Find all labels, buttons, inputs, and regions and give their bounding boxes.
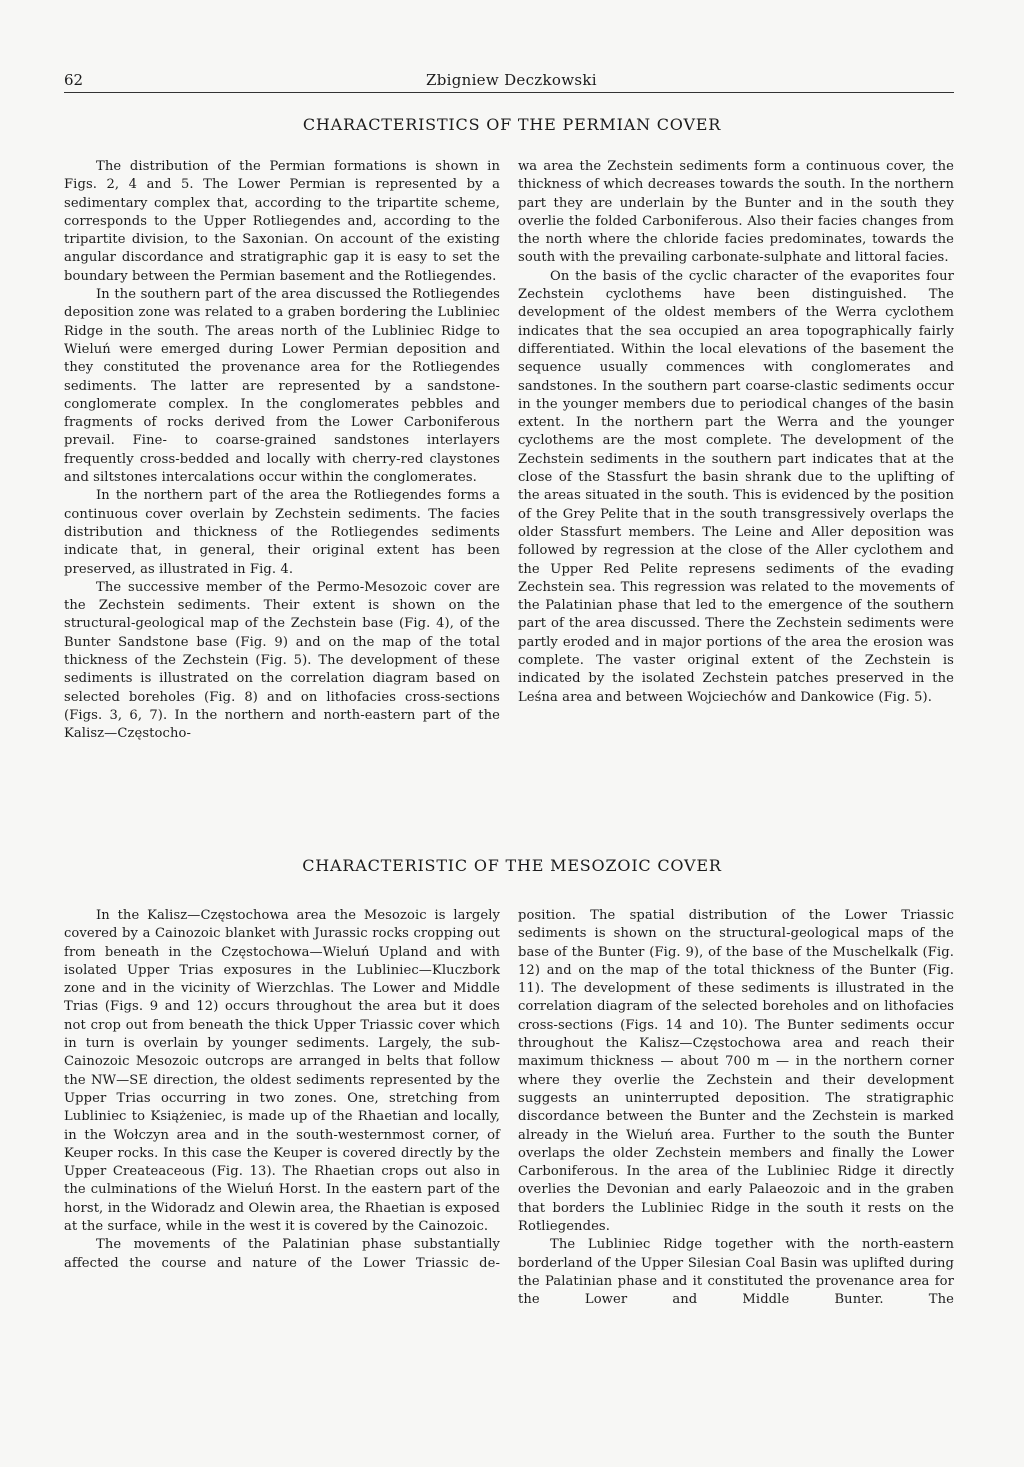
paragraph: The successive member of the Permo-Mesozoic cover are the Zechstein sediments. Their extent is shown on the structural-geological map of the Zechstein base (Fig. 4), of the Bunter Sandstone base (Fig. 9) and on the map of the total thickness of the Zechstein (Fig. 5). The development of these sediments is illustrated on the correlation diagram based on selected boreholes (Fig. 8) and on lithofacies cross-sections (Figs. 3, 6, 7). In the northern and north-eastern part of the Kalisz—Częstocho- <box>64 579 500 742</box>
paragraph: In the southern part of the area discussed the Rotliegendes deposition zone was related to a graben bordering the Lubliniec Ridge in the south. The areas north of the Lubliniec Ridge to Wieluń were emerged during Lower Permian deposition and they constituted the provenance area for the Rotliegendes sediments. The latter are represented by a sandstone-conglomerate complex. In the conglomerates pebbles and fragments of rocks derived from the Lower Carboniferous prevail. Fine- to coarse-grained sandstones interlayers frequently cross-bedded and locally with cherry-red claystones and siltstones intercalations occur within the conglomerates. <box>64 287 500 486</box>
paragraph: position. The spatial distribution of the Lower Triassic sediments is shown on the structural-geological maps of the base of the Bunter (Fig. 9), of the base of the Muschelkalk (Fig. 12) and on the map of the total thickness of the Bunter (Fig. 11). The development of these sediments is illustrated in the correlation diagram of the selected boreholes and on lithofacies cross-sections (Figs. 14 and 10). The Bunter sediments occur throughout the Kalisz—Częstochowa area and reach their maximum thickness — about 700 m — in the northern corner where they overlie the Zechstein and their development suggests an uninterrupted deposition. The stratigraphic discordance between the Bunter and the Zechstein is marked already in the Wieluń area. Further to the south the Bunter overlaps the older Zechstein members and finally the Lower Carboniferous. In the area of the Lubliniec Ridge it directly overlies the Devonian and early Palaeozoic and in the graben that borders the Lubliniec Ridge in the south it rests on the Rotliegendes. <box>518 908 954 1235</box>
mesozoic-right-column <box>518 907 954 1310</box>
running-header <box>64 70 954 93</box>
paragraph: In the Kalisz—Częstochowa area the Mesozoic is largely covered by a Cainozoic blanket with Jurassic rocks cropping out from beneath in the Częstochowa—Wieluń Upland and with isolated Upper Trias exposures in the Lubliniec—Kluczbork zone and in the vicinity of Wierzchlas. The Lower and Middle Trias (Figs. 9 and 12) occurs throughout the area but it does not crop out from beneath the thick Upper Triassic cover which in turn is overlain by younger sediments. Largely, the sub-Cainozoic Mesozoic outcrops are arranged in belts that follow the NW—SE direction, the oldest sediments represented by the Upper Trias occurring in two zones. One, stretching from Lubliniec to Książeniec, is made up of the Rhaetian and locally, in the Wołczyn area and in the south-westernmost corner, of Keuper rocks. In this case the Keuper is covered directly by the Upper Createaceous (Fig. 13). The Rhaetian crops out also in the culminations of the Wieluń Horst. In the eastern part of the horst, in the Widoradz and Olewin area, the Rhaetian is exposed at the surface, while in the west it is covered by the Cainozoic. <box>64 908 500 1235</box>
section-heading-mesozoic: CHARACTERISTIC OF THE MESOZOIC COVER <box>302 856 722 875</box>
paragraph: The Lubliniec Ridge together with the north-eastern borderland of the Upper Silesian Coal Basin was uplifted during the Palatinian phase and it constituted the provenance area for the Lower and Middle Bunter. The <box>518 1237 954 1308</box>
section-heading-permian: CHARACTERISTICS OF THE PERMIAN COVER <box>302 115 722 134</box>
paragraph: In the northern part of the area the Rotliegendes forms a continuous cover overlain by Zechstein sediments. The facies distribution and thickness of the Rotliegendes sediments indicate that, in general, their original extent has been preserved, as illustrated in Fig. 4. <box>64 488 500 577</box>
paragraph: On the basis of the cyclic character of the evaporites four Zechstein cyclothems have been distinguished. The development of the oldest members of the Werra cyclothem indicates that the sea occupied an area topographically fairly differentiated. Within the local elevations of the basement the sequence usually commences with conglomerates and sandstones. In the southern part coarse-clastic sediments occur in the younger members due to periodical changes of the basin extent. In the northern part the Werra and the younger cyclothems are the most complete. The development of the Zechstein sediments in the southern part indicates that at the close of the Stassfurt the basin shrank due to the uplifting of the areas situated in the south. This is evidenced by the position of the Grey Pelite that in the south transgressively overlaps the older Stassfurt members. The Leine and Aller deposition was followed by regression at the close of the Aller cyclothem and the Upper Red Pelite represens sediments of the evading Zechstein sea. This regression was related to the movements of the Palatinian phase that led to the emergence of the southern part of the area discussed. There the Zechstein sediments were partly eroded and in major portions of the area the erosion was complete. The vaster original extent of the Zechstein is indicated by the isolated Zechstein patches preserved in the Leśna area and between Wojciechów and Dankowice (Fig. 5). <box>518 268 954 705</box>
paragraph: The distribution of the Permian formations is shown in Figs. 2, 4 and 5. The Lower Permian is represented by a sedimentary complex that, according to the tripartite scheme, corresponds to the Upper Rotliegendes and, according to the tripartite division, to the Saxonian. On account of the existing angular discordance and stratigraphic gap it is easy to set the boundary between the Permian basement and the Rotliegendes. <box>64 159 500 284</box>
running-author: Zbigniew Deczkowski <box>426 71 597 89</box>
page-number: 62 <box>64 71 84 89</box>
permian-right-column <box>518 158 954 707</box>
paragraph: The movements of the Palatinian phase substantially affected the course and nature of the Lower Triassic de- <box>64 1237 500 1271</box>
permian-left-column <box>64 158 500 744</box>
paragraph: wa area the Zechstein sediments form a continuous cover, the thickness of which decreases towards the south. In the northern part they are underlain by the Bunter and in the south they overlie the folded Carboniferous. Also their facies changes from the north where the chloride facies predominates, towards the south with the prevailing carbonate-sulphate and littoral facies. <box>518 159 954 266</box>
mesozoic-left-column <box>64 907 500 1273</box>
